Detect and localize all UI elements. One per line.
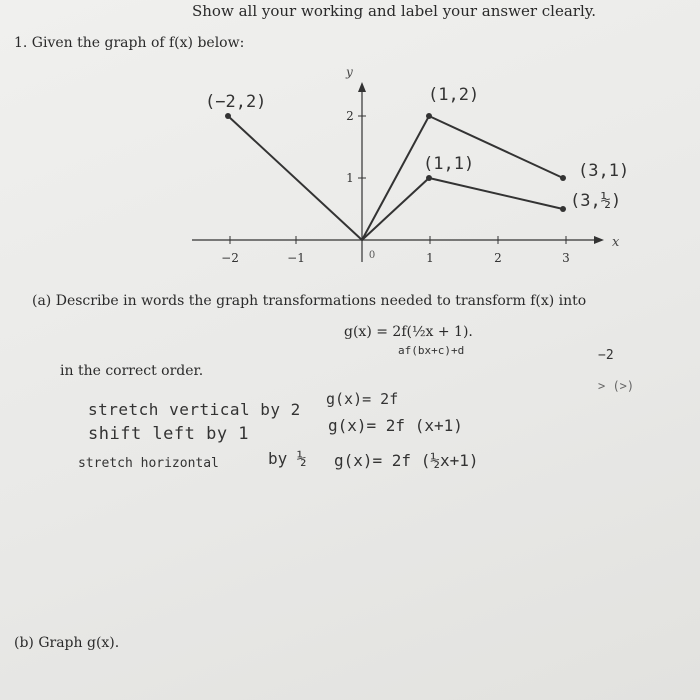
graph-point <box>426 175 432 181</box>
graph-point <box>560 175 566 181</box>
part-a-prompt: (a) Describe in words the graph transformations needed to transform f(x) into <box>32 293 587 309</box>
point-label: (1,2) <box>428 85 480 105</box>
g-definition: g(x) = 2f(½x + 1). <box>344 324 473 340</box>
graph-point <box>560 206 566 212</box>
x-axis-arrow <box>594 236 604 244</box>
handwritten-general-form: af(bx+c)+d <box>398 344 465 357</box>
order-text: in the correct order. <box>60 363 204 379</box>
handwritten-step-3: stretch horizontal <box>78 456 219 471</box>
graph-point <box>426 113 432 119</box>
function-graph <box>0 0 700 290</box>
handwritten-side-inequality: > (>) <box>598 379 635 393</box>
x-axis-label: x <box>612 235 620 250</box>
graph-point <box>225 113 231 119</box>
f-upper-curve <box>228 116 563 240</box>
page-header: Show all your working and label your answer clearly. <box>192 2 596 20</box>
x-tick-label: −2 <box>221 251 239 265</box>
point-label: (3,1) <box>578 161 630 181</box>
point-label: (3,½) <box>570 191 622 211</box>
point-label: (−2,2) <box>205 92 267 112</box>
handwritten-step-1: stretch vertical by 2 <box>88 400 301 419</box>
part-b-prompt: (b) Graph g(x). <box>14 635 120 651</box>
question-1-prompt: 1. Given the graph of f(x) below: <box>14 35 245 51</box>
handwritten-step-3-factor: by ½ <box>268 449 307 468</box>
f-lower-curve <box>362 178 563 240</box>
handwritten-step-2-eq: g(x)= 2f (x+1) <box>328 416 463 435</box>
handwritten-step-2: shift left by 1 <box>88 424 250 444</box>
x-tick-label: 3 <box>562 251 570 265</box>
x-tick-label: −1 <box>287 251 305 265</box>
y-tick-label: 1 <box>346 171 354 185</box>
handwritten-side-note: −2 <box>598 348 614 363</box>
y-tick-label: 2 <box>346 109 354 123</box>
y-axis-label: y <box>346 65 353 79</box>
x-tick-label: 2 <box>494 251 502 265</box>
handwritten-step-3-eq: g(x)= 2f (½x+1) <box>334 451 479 470</box>
origin-label: 0 <box>368 250 376 261</box>
handwritten-step-1-eq: g(x)= 2f <box>326 390 399 408</box>
y-axis-arrow <box>358 82 366 92</box>
x-tick-label: 1 <box>426 251 434 265</box>
point-label: (1,1) <box>423 154 475 174</box>
